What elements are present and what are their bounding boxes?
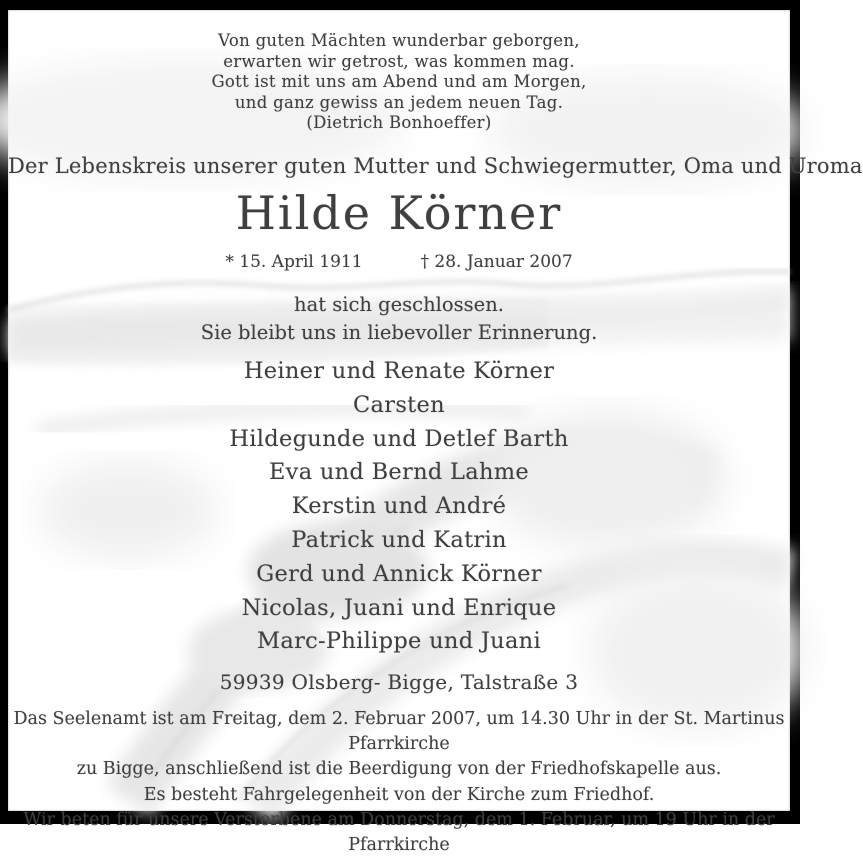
death-date: † 28. Januar 2007 — [420, 252, 573, 272]
mourner-name: Eva und Bernd Lahme — [268, 459, 530, 486]
closing-line: Sie bleibt uns in liebevoller Erinnerung. — [200, 320, 598, 344]
mourner-name: Heiner und Renate Körner — [243, 358, 555, 384]
obituary-paper — [8, 10, 863, 856]
memorial-quote — [8, 31, 790, 134]
life-dates — [8, 252, 790, 272]
mourner-name: Marc-Philippe und Juani — [257, 628, 541, 655]
birth-date: * 15. April 1911 — [225, 252, 363, 272]
closing-lines — [8, 291, 790, 346]
mourner-name: Kerstin und André — [291, 493, 507, 520]
mourner-name: Patrick und Katrin — [291, 526, 507, 553]
mourner-name: Gerd und Annick Körner — [256, 560, 542, 587]
quote-attribution: (Dietrich Bonhoeffer) — [306, 113, 492, 132]
obituary-content — [8, 10, 863, 856]
service-announcement — [8, 707, 790, 858]
mourners-list — [8, 355, 790, 659]
quote-line: erwarten wir getrost, was kommen mag. — [223, 51, 575, 71]
quote-line: und ganz gewiss an jedem neuen Tag. — [234, 92, 564, 112]
intro-line: Der Lebenskreis unserer guten Mutter und Schwiegermutter, Oma und Uroma — [8, 154, 863, 178]
quote-line: Von guten Mächten wunderbar geborgen, — [218, 31, 580, 50]
service-line: Wir beten für unsere Verstorbene am Donnerstag, dem 1. Februar, um 19 Uhr in der Pfarrkirche — [23, 809, 775, 856]
quote-line: Gott ist mit uns am Abend und am Morgen, — [211, 72, 587, 91]
deceased-name: Hilde Körner — [235, 186, 563, 240]
service-line: Das Seelenamt ist am Freitag, dem 2. Februar 2007, um 14.30 Uhr in der St. Martinus Pfarrkirche — [13, 709, 785, 755]
service-line: Es besteht Fahrgelegenheit von der Kirche zum Friedhof. — [143, 784, 655, 805]
mourner-name: Nicolas, Juani und Enrique — [241, 594, 557, 621]
mourner-name: Carsten — [353, 391, 445, 418]
mourner-name: Hildegunde und Detlef Barth — [229, 425, 569, 452]
closing-line: hat sich geschlossen. — [294, 293, 504, 316]
service-line: zu Bigge, anschließend ist die Beerdigung von der Friedhofskapelle aus. — [76, 759, 722, 780]
address-line: 59939 Olsberg- Bigge, Talstraße 3 — [219, 670, 579, 694]
